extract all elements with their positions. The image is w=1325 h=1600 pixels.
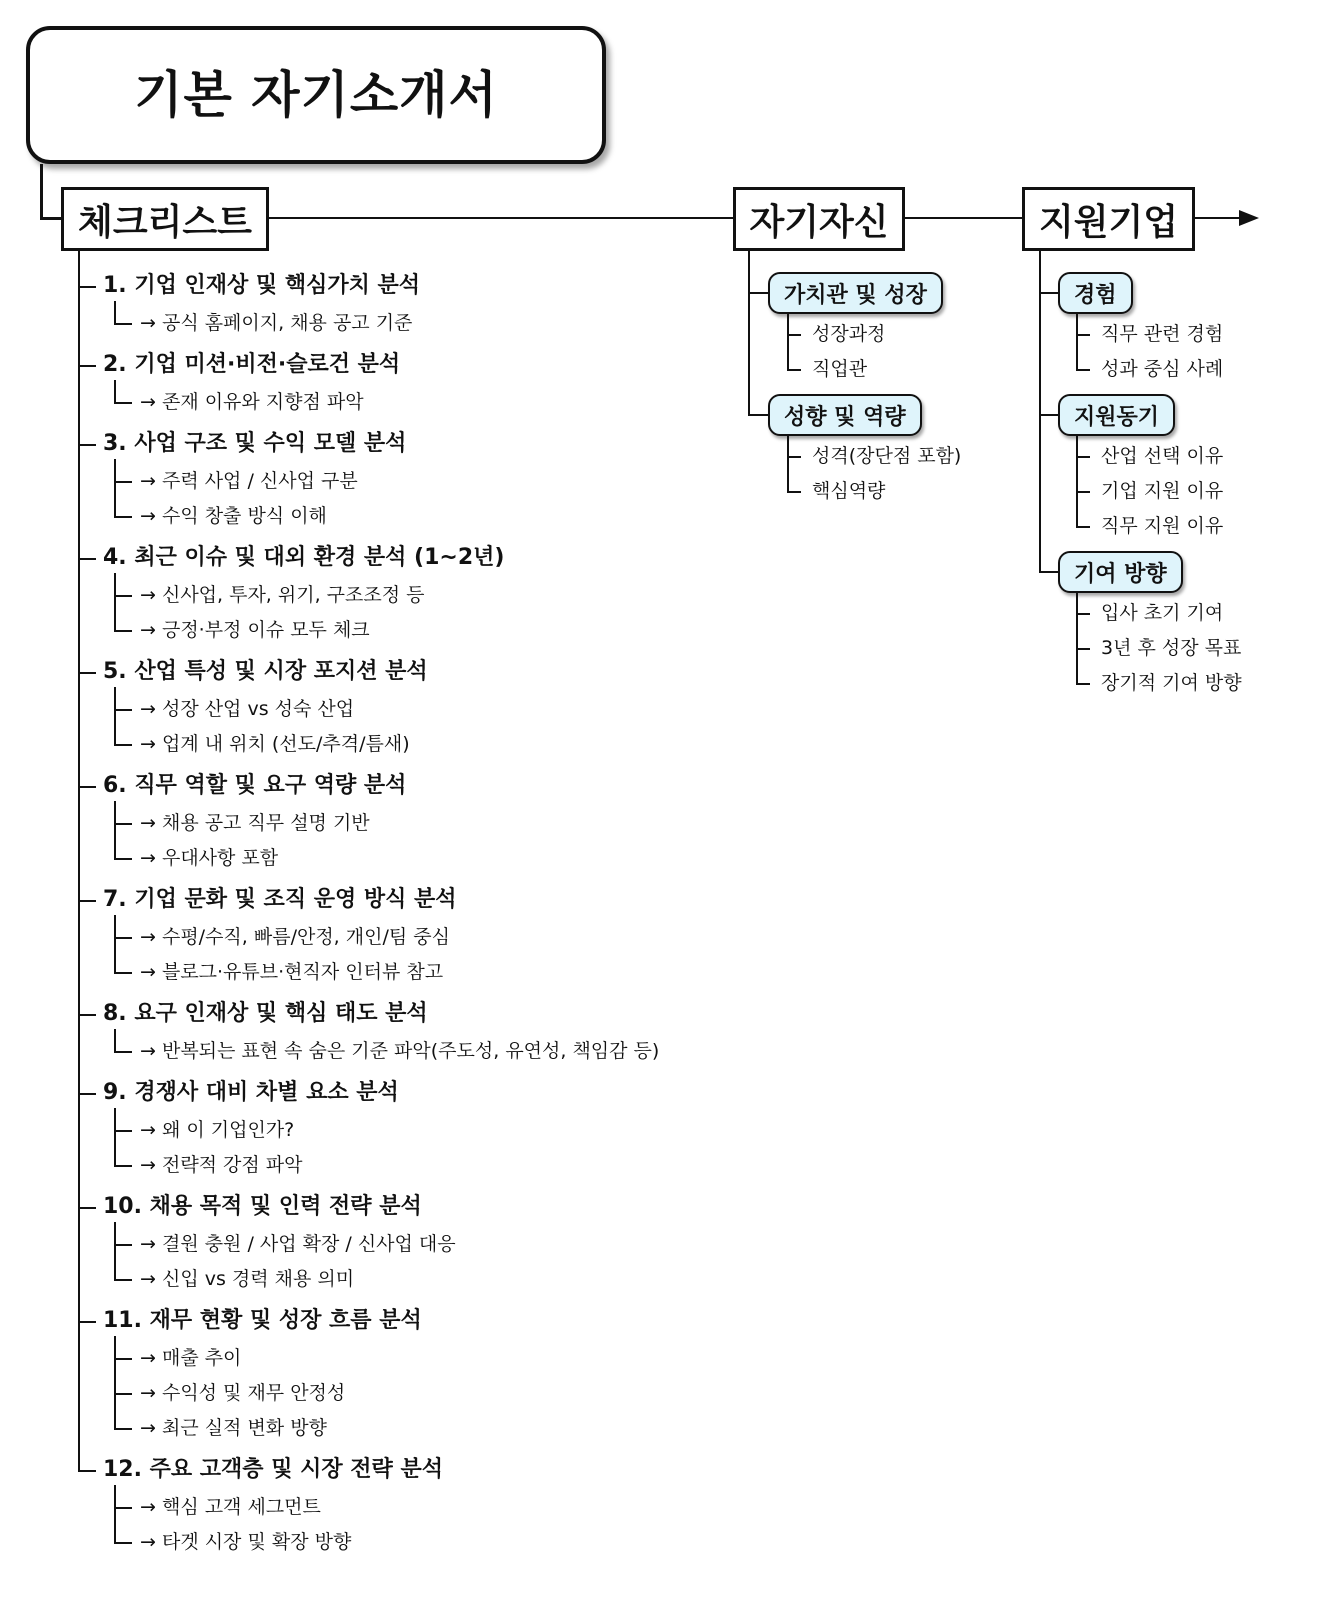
checklist-item: 1. 기업 인재상 및 핵심가치 분석 (103, 273, 420, 298)
checklist-item: 11. 재무 현황 및 성장 흐름 분석 (103, 1308, 422, 1333)
company-sub-item: 입사 초기 기여 (1101, 602, 1224, 624)
branch-line (1039, 571, 1058, 573)
company-sub-item: 직무 관련 경험 (1101, 323, 1224, 345)
sub-branch-line (1076, 613, 1090, 615)
sub-connector (1076, 314, 1078, 370)
sub-branch-line (1076, 683, 1090, 685)
company-trunk (1039, 251, 1041, 573)
sub-branch-line (1076, 491, 1090, 493)
checklist-sub-item: → 수익성 및 재무 안정성 (140, 1382, 346, 1404)
checklist-sub-item: → 업계 내 위치 (선도/추격/틈새) (140, 733, 410, 755)
checklist-sub-item: → 타겟 시장 및 확장 방향 (140, 1531, 352, 1553)
group-pill: 경험 (1058, 272, 1133, 314)
checklist-sub-item: → 신입 vs 경력 채용 의미 (140, 1268, 355, 1290)
self-sub-item: 성장과정 (812, 323, 886, 345)
checklist-sub-item: → 최근 실적 변화 방향 (140, 1417, 327, 1439)
self-sub-item: 핵심역량 (812, 480, 886, 502)
sub-connector (1076, 436, 1078, 527)
self-sub-item: 직업관 (812, 358, 868, 380)
checklist-sub-item: → 긍정·부정 이슈 모두 체크 (140, 619, 370, 641)
company-sub-item: 직무 지원 이유 (1101, 515, 1224, 537)
checklist-sub-item: → 우대사항 포함 (140, 847, 279, 869)
checklist-sub-item: → 왜 이 기업인가? (140, 1119, 295, 1141)
header-self: 자기자신 (733, 187, 905, 251)
company-sub-item: 성과 중심 사례 (1101, 358, 1224, 380)
checklist-item: 7. 기업 문화 및 조직 운영 방식 분석 (103, 887, 457, 912)
company-sub-item: 기업 지원 이유 (1101, 480, 1224, 502)
checklist-item: 9. 경쟁사 대비 차별 요소 분석 (103, 1080, 399, 1105)
company-sub-item: 3년 후 성장 목표 (1101, 637, 1242, 659)
checklist-item: 2. 기업 미션·비전·슬로건 분석 (103, 352, 401, 377)
checklist-sub-item: → 신사업, 투자, 위기, 구조조정 등 (140, 584, 425, 606)
sub-connector (1076, 593, 1078, 684)
page-title: 기본 자기소개서 (134, 66, 498, 124)
checklist-item: 4. 최근 이슈 및 대외 환경 분석 (1~2년) (103, 545, 505, 570)
group-pill: 성향 및 역량 (768, 394, 922, 436)
checklist-item: 8. 요구 인재상 및 핵심 태도 분석 (103, 1001, 428, 1026)
group-pill: 가치관 및 성장 (768, 272, 943, 314)
checklist-item: 5. 산업 특성 및 시장 포지션 분석 (103, 659, 428, 684)
header-checklist: 체크리스트 (61, 187, 269, 251)
checklist-sub-item: → 핵심 고객 세그먼트 (140, 1496, 321, 1518)
checklist-sub-item: → 주력 사업 / 신사업 구분 (140, 470, 358, 492)
branch-line (1039, 414, 1058, 416)
company-sub-item: 장기적 기여 방향 (1101, 672, 1242, 694)
checklist-sub-item: → 수평/수직, 빠름/안정, 개인/팀 중심 (140, 926, 450, 948)
checklist-sub-item: → 결원 충원 / 사업 확장 / 신사업 대응 (140, 1233, 456, 1255)
checklist-sub-item: → 매출 추이 (140, 1347, 242, 1369)
checklist-sub-item: → 채용 공고 직무 설명 기반 (140, 812, 370, 834)
sub-branch-line (1076, 456, 1090, 458)
sub-branch-line (1076, 648, 1090, 650)
checklist-item: 3. 사업 구조 및 수익 모델 분석 (103, 431, 407, 456)
checklist-sub-item: → 반복되는 표현 속 숨은 기준 파악(주도성, 유연성, 책임감 등) (140, 1040, 660, 1062)
checklist-sub-item: → 블로그·유튜브·현직자 인터뷰 참고 (140, 961, 444, 983)
checklist-sub-item: → 수익 창출 방식 이해 (140, 505, 327, 527)
company-sub-item: 산업 선택 이유 (1101, 445, 1224, 467)
checklist-sub-item: → 공식 홈페이지, 채용 공고 기준 (140, 312, 413, 334)
header-company: 지원기업 (1022, 187, 1195, 251)
checklist-item: 6. 직무 역할 및 요구 역량 분석 (103, 773, 407, 798)
checklist-sub-item: → 존재 이유와 지향점 파악 (140, 391, 364, 413)
branch-line (1039, 292, 1058, 294)
checklist-item: 10. 채용 목적 및 인력 전략 분석 (103, 1194, 422, 1219)
sub-branch-line (1076, 526, 1090, 528)
sub-branch-line (1076, 369, 1090, 371)
group-pill: 기여 방향 (1058, 551, 1183, 593)
group-pill: 지원동기 (1058, 394, 1175, 436)
sub-branch-line (1076, 334, 1090, 336)
checklist-item: 12. 주요 고객층 및 시장 전략 분석 (103, 1457, 443, 1482)
checklist-sub-item: → 전략적 강점 파악 (140, 1154, 303, 1176)
checklist-sub-item: → 성장 산업 vs 성숙 산업 (140, 698, 355, 720)
self-sub-item: 성격(장단점 포함) (812, 445, 962, 467)
